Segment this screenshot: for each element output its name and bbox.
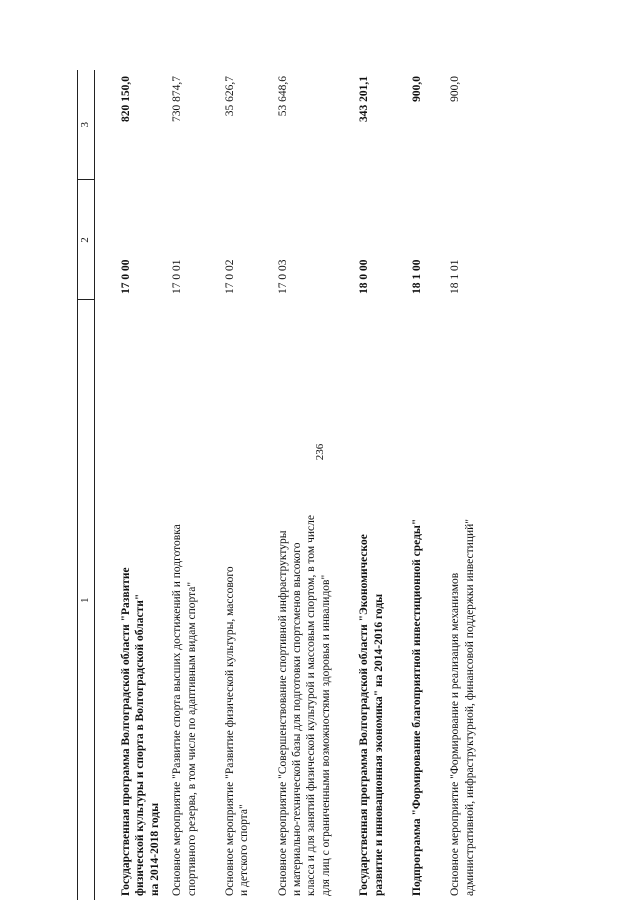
program-code: 17 0 01 (171, 259, 184, 294)
rotated-page (77, 70, 567, 900)
program-name: Основное мероприятие "Развитие физической культуры, массового и детского спорта" (223, 566, 251, 896)
program-amount: 820 150,0 (120, 76, 132, 122)
program-code: 17 0 03 (276, 259, 289, 294)
program-name: Основное мероприятие "Совершенствование спортивной инфраструктуры и материально-технической базы для подготовки спортсменов высокого класса и для занятий физической культурой и массовым спортом, в том числе для лиц с ограниченными возможностями здоровья и инвалидов" (276, 515, 332, 896)
program-amount: 730 874,7 (171, 76, 184, 122)
program-amount: 35 626,7 (223, 76, 236, 117)
program-code: 17 0 00 (120, 259, 132, 294)
program-amount: 900,0 (449, 76, 462, 102)
budget-table (77, 70, 477, 900)
program-code: 18 0 00 (358, 259, 371, 294)
table-row (386, 70, 424, 900)
table-row (95, 70, 163, 900)
header-col-3: 3 (78, 70, 95, 180)
table-row (199, 70, 252, 900)
table-row (333, 70, 386, 900)
table-row (424, 70, 477, 900)
program-name: Основное мероприятие "Формирование и реализация механизмов административной, инфраструктурной, финансовой поддержки инвестиций" (449, 519, 476, 896)
header-row (78, 70, 95, 900)
budget-table-wrapper (77, 70, 567, 900)
program-amount: 900,0 (410, 76, 423, 102)
header-col-1: 1 (78, 300, 95, 900)
program-code: 18 1 01 (449, 259, 462, 294)
program-code: 18 1 00 (410, 259, 423, 294)
program-name: Подпрограмма "Формирование благоприятной инвестиционной среды" (410, 518, 423, 896)
header-col-2: 2 (78, 180, 95, 300)
table-row (162, 70, 199, 900)
program-name: Государственная программа Волгоградской области "Экономическое развитие и инновационная экономика" на 2014-2016 годы (358, 534, 385, 896)
table-row (252, 70, 334, 900)
program-code: 17 0 02 (223, 259, 236, 294)
page-number: 236 (314, 443, 326, 461)
program-amount: 53 648,6 (276, 76, 289, 117)
program-amount: 343 201,1 (358, 76, 371, 122)
program-name: Основное мероприятие "Развитие спорта высших достижений и подготовка спортивного резерва, в том числе по адаптивным видам спорта" (171, 524, 198, 896)
program-name: Государственная программа Волгоградской области "Развитие физической культуры и спорта в Волгоградской области" на 2014-2018 годы (120, 567, 161, 896)
